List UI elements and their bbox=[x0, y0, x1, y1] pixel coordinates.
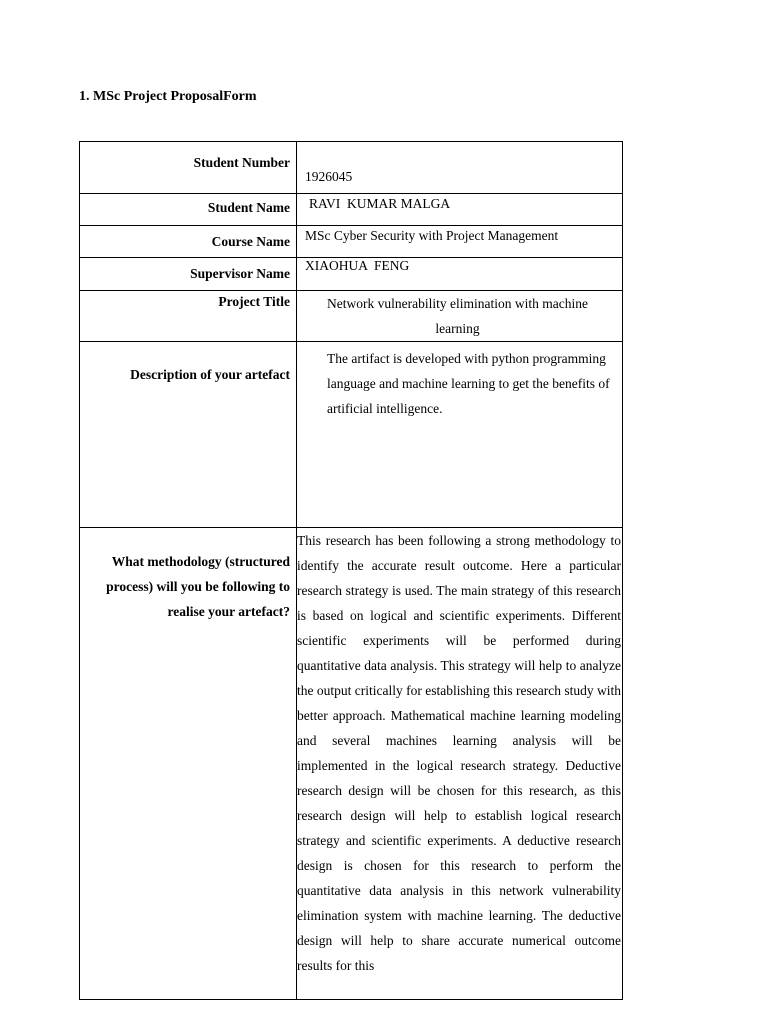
supervisor-name-row bbox=[80, 258, 623, 290]
student-number-label: Student Number bbox=[80, 142, 297, 194]
artefact-description-row bbox=[80, 341, 623, 528]
methodology-label: What methodology (structured process) will you be following to realise your artefact? bbox=[80, 528, 297, 1000]
student-number-value: 1926045 bbox=[297, 142, 623, 194]
form-heading: 1. MSc Project ProposalForm bbox=[79, 89, 257, 104]
proposal-form-table bbox=[79, 141, 623, 1000]
project-title-value: Network vulnerability elimination with machine learning bbox=[297, 290, 623, 341]
student-name-row bbox=[80, 194, 623, 226]
methodology-cell bbox=[297, 528, 623, 1000]
project-title-label: Project Title bbox=[80, 290, 297, 341]
student-number-row bbox=[80, 142, 623, 194]
artefact-description-value: The artifact is developed with python programming language and machine learning to get the benefits of artificial intelligence. bbox=[297, 341, 623, 528]
methodology-row bbox=[80, 528, 623, 1000]
project-title-row bbox=[80, 290, 623, 341]
course-name-value: MSc Cyber Security with Project Management bbox=[297, 226, 623, 258]
supervisor-name-value: XIAOHUA FENG bbox=[297, 258, 623, 290]
supervisor-name-label: Supervisor Name bbox=[80, 258, 297, 290]
methodology-value: This research has been following a strong methodology to identify the accurate result outcome. Here a particular research strategy is used. The main strategy of this research is based on logical and scientific experiments. Different scientific experiments will be performed during quantitative data analysis. This strategy will help to analyze the output critically for establishing this research study with better approach. Mathematical machine learning modeling and several machines learning analysis will be implemented in the logical research strategy. Deductive research design will be chosen for this research, as this research design will help to establish logical research strategy and scientific experiments. A deductive research design is chosen for this research to perform the quantitative data analysis in this network vulnerability elimination system with machine learning. The deductive design will help to share accurate numerical outcome results for this bbox=[297, 533, 621, 974]
student-name-value: RAVI KUMAR MALGA bbox=[297, 194, 623, 226]
artefact-description-label: Description of your artefact bbox=[80, 341, 297, 528]
course-name-label: Course Name bbox=[80, 226, 297, 258]
course-name-row bbox=[80, 226, 623, 258]
student-name-label: Student Name bbox=[80, 194, 297, 226]
